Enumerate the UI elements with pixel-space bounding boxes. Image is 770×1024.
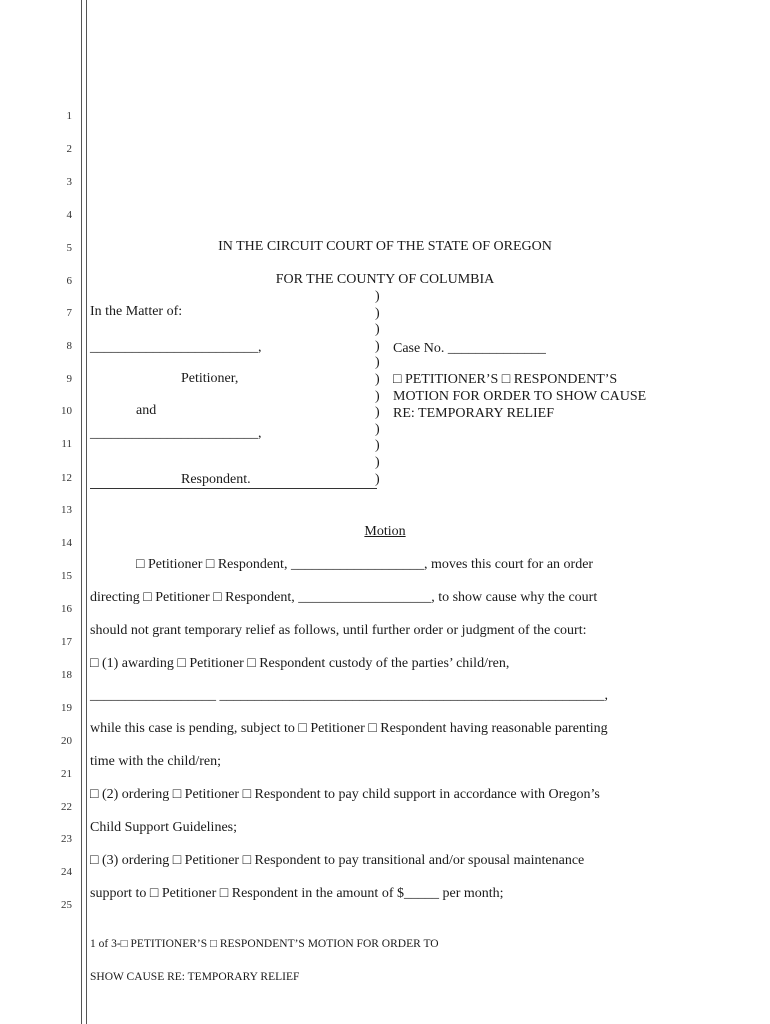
paren: ) [375,454,380,470]
line-number: 4 [66,209,72,221]
body-line: support to □ Petitioner □ Respondent in the amount of $_____ per month; [90,886,504,901]
line-number: 10 [61,405,72,417]
respondent-label: Respondent. [181,472,251,487]
line-number: 9 [66,373,72,385]
court-heading: IN THE CIRCUIT COURT OF THE STATE OF OREGON [218,239,552,254]
line-number: 11 [61,438,72,450]
line-number: 18 [61,669,72,681]
paren: ) [375,405,380,421]
body-line: should not grant temporary relief as follows, until further order or judgment of the court: [90,623,587,638]
body-line: □ Petitioner □ Respondent, ___________________, moves this court for an order [136,557,594,572]
body-line: □ (1) awarding □ Petitioner □ Respondent custody of the parties’ child/ren, [90,656,510,671]
line-number: 25 [61,899,72,911]
line-number: 15 [61,570,72,582]
document-title-line-1: □ PETITIONER’S □ RESPONDENT’S [393,372,618,387]
body-line: while this case is pending, subject to □ Petitioner □ Respondent having reasonable parenting [90,721,608,736]
line-number: 8 [66,340,72,352]
caption-parentheses [375,289,380,488]
body-line: directing □ Petitioner □ Respondent, ___________________, to show cause why the court [90,590,598,605]
line-number: 17 [61,636,72,648]
caption-underline [90,488,377,489]
line-number: 2 [66,143,72,155]
margin-rule-right [86,0,87,1024]
paren: ) [375,289,380,304]
line-number: 6 [66,275,72,287]
line-number: 19 [61,702,72,714]
county-heading: FOR THE COUNTY OF COLUMBIA [275,272,495,287]
line-number: 22 [61,801,72,813]
paren: ) [375,355,380,371]
paren: ) [375,338,380,354]
line-number: 5 [66,242,72,254]
line-number: 12 [61,472,72,484]
and-label: and [136,403,157,418]
line-number: 20 [61,735,72,747]
paren: ) [375,322,380,338]
body-line: □ (2) ordering □ Petitioner □ Respondent to pay child support in accordance with Oregon’s [90,787,600,802]
line-number: 1 [66,110,72,122]
matter-label: In the Matter of: [90,304,183,319]
line-number: 23 [61,833,72,845]
line-number: 24 [61,866,72,878]
document-title-line-2: MOTION FOR ORDER TO SHOW CAUSE [393,389,647,404]
footer-line-2: SHOW CAUSE RE: TEMPORARY RELIEF [90,971,300,983]
paren: ) [375,438,380,454]
line-number: 16 [61,603,72,615]
line-number: 7 [66,307,72,319]
footer-line-1: 1 of 3-□ PETITIONER’S □ RESPONDENT’S MOTION FOR ORDER TO [90,938,439,950]
petitioner-label: Petitioner, [181,371,239,386]
petitioner-name-blank[interactable]: ________________________, [90,340,262,355]
document-title-line-3: RE: TEMPORARY RELIEF [393,406,555,421]
paren: ) [375,421,380,437]
body-line: Child Support Guidelines; [90,820,237,835]
paren: ) [375,471,380,487]
body-line: □ (3) ordering □ Petitioner □ Respondent to pay transitional and/or spousal maintenance [90,853,585,868]
paren: ) [375,371,380,387]
line-number: 21 [61,768,72,780]
respondent-name-blank[interactable]: ________________________, [90,426,262,441]
paren: ) [375,305,380,321]
case-number-field[interactable]: Case No. ______________ [393,341,546,356]
line-number: 14 [61,537,72,549]
margin-rule-left [81,0,82,1024]
line-number: 13 [61,504,72,516]
body-line: time with the child/ren; [90,754,222,769]
motion-heading: Motion [364,524,406,539]
line-number: 3 [66,176,72,188]
body-line[interactable]: __________________ _______________________________________________________, [90,688,608,703]
paren: ) [375,388,380,404]
